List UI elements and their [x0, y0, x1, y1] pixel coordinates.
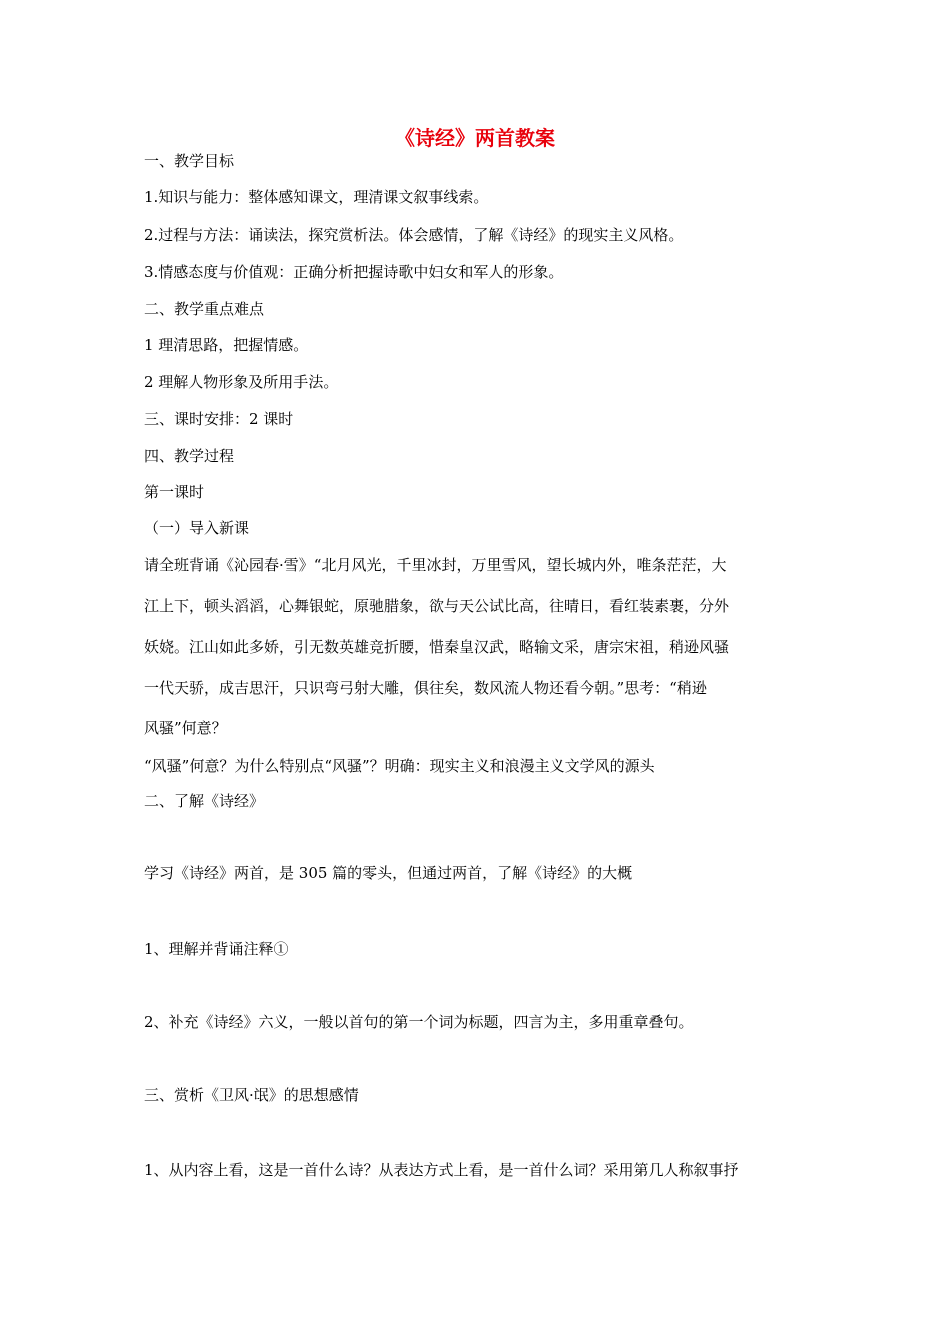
text-line: （一）导入新课 — [144, 519, 250, 537]
text-line: 1 理清思路，把握情感。 — [144, 336, 309, 354]
text-line: 三、赏析《卫风·氓》的思想感情 — [144, 1086, 359, 1104]
text-line: 1.知识与能力：整体感知课文，理清课文叙事线索。 — [144, 188, 489, 206]
text-line: 2.过程与方法：诵读法，探究赏析法。体会感情，了解《诗经》的现实主义风格。 — [144, 226, 684, 244]
text-line: 一代天骄，成吉思汗，只识弯弓射大雕，俱往矣，数风流人物还看今朝。”思考：“稍逊 — [144, 679, 707, 697]
text-line: 3.情感态度与价值观：正确分析把握诗歌中妇女和军人的形象。 — [144, 263, 564, 281]
text-line: 1、从内容上看，这是一首什么诗？从表达方式上看，是一首什么词？采用第几人称叙事抒 — [144, 1161, 739, 1179]
text-line: 江上下，顿头滔滔，心舞银蛇，原驰腊象，欲与天公试比高，往晴日，看红装素裹，分外 — [144, 597, 730, 615]
text-line: 二、了解《诗经》 — [144, 792, 265, 810]
text-line: 请全班背诵《沁园春·雪》“北月风光，千里冰封，万里雪风，望长城内外，唯条茫茫，大 — [144, 556, 727, 574]
text-line: 二、教学重点难点 — [144, 300, 265, 318]
text-line: 四、教学过程 — [144, 447, 235, 465]
text-line: 2 理解人物形象及所用手法。 — [144, 373, 339, 391]
text-line: 妖娆。江山如此多娇，引无数英雄竞折腰，惜秦皇汉武，略输文采，唐宗宋祖，稍逊风骚 — [144, 638, 730, 656]
text-line: “风骚”何意？为什么特别点“风骚”？明确：现实主义和浪漫主义文学风的源头 — [144, 757, 655, 775]
text-line: 一、教学目标 — [144, 152, 235, 170]
text-line: 风骚”何意？ — [144, 719, 227, 737]
text-line: 学习《诗经》两首，是 305 篇的零头，但通过两首，了解《诗经》的大概 — [144, 864, 633, 882]
text-line: 1、理解并背诵注释① — [144, 940, 289, 958]
text-line: 2、补充《诗经》六义，一般以首句的第一个词为标题，四言为主，多用重章叠句。 — [144, 1013, 694, 1031]
text-line: 第一课时 — [144, 483, 205, 501]
document-title: 《诗经》两首教案 — [395, 126, 555, 150]
text-line: 三、课时安排：2 课时 — [144, 410, 294, 428]
